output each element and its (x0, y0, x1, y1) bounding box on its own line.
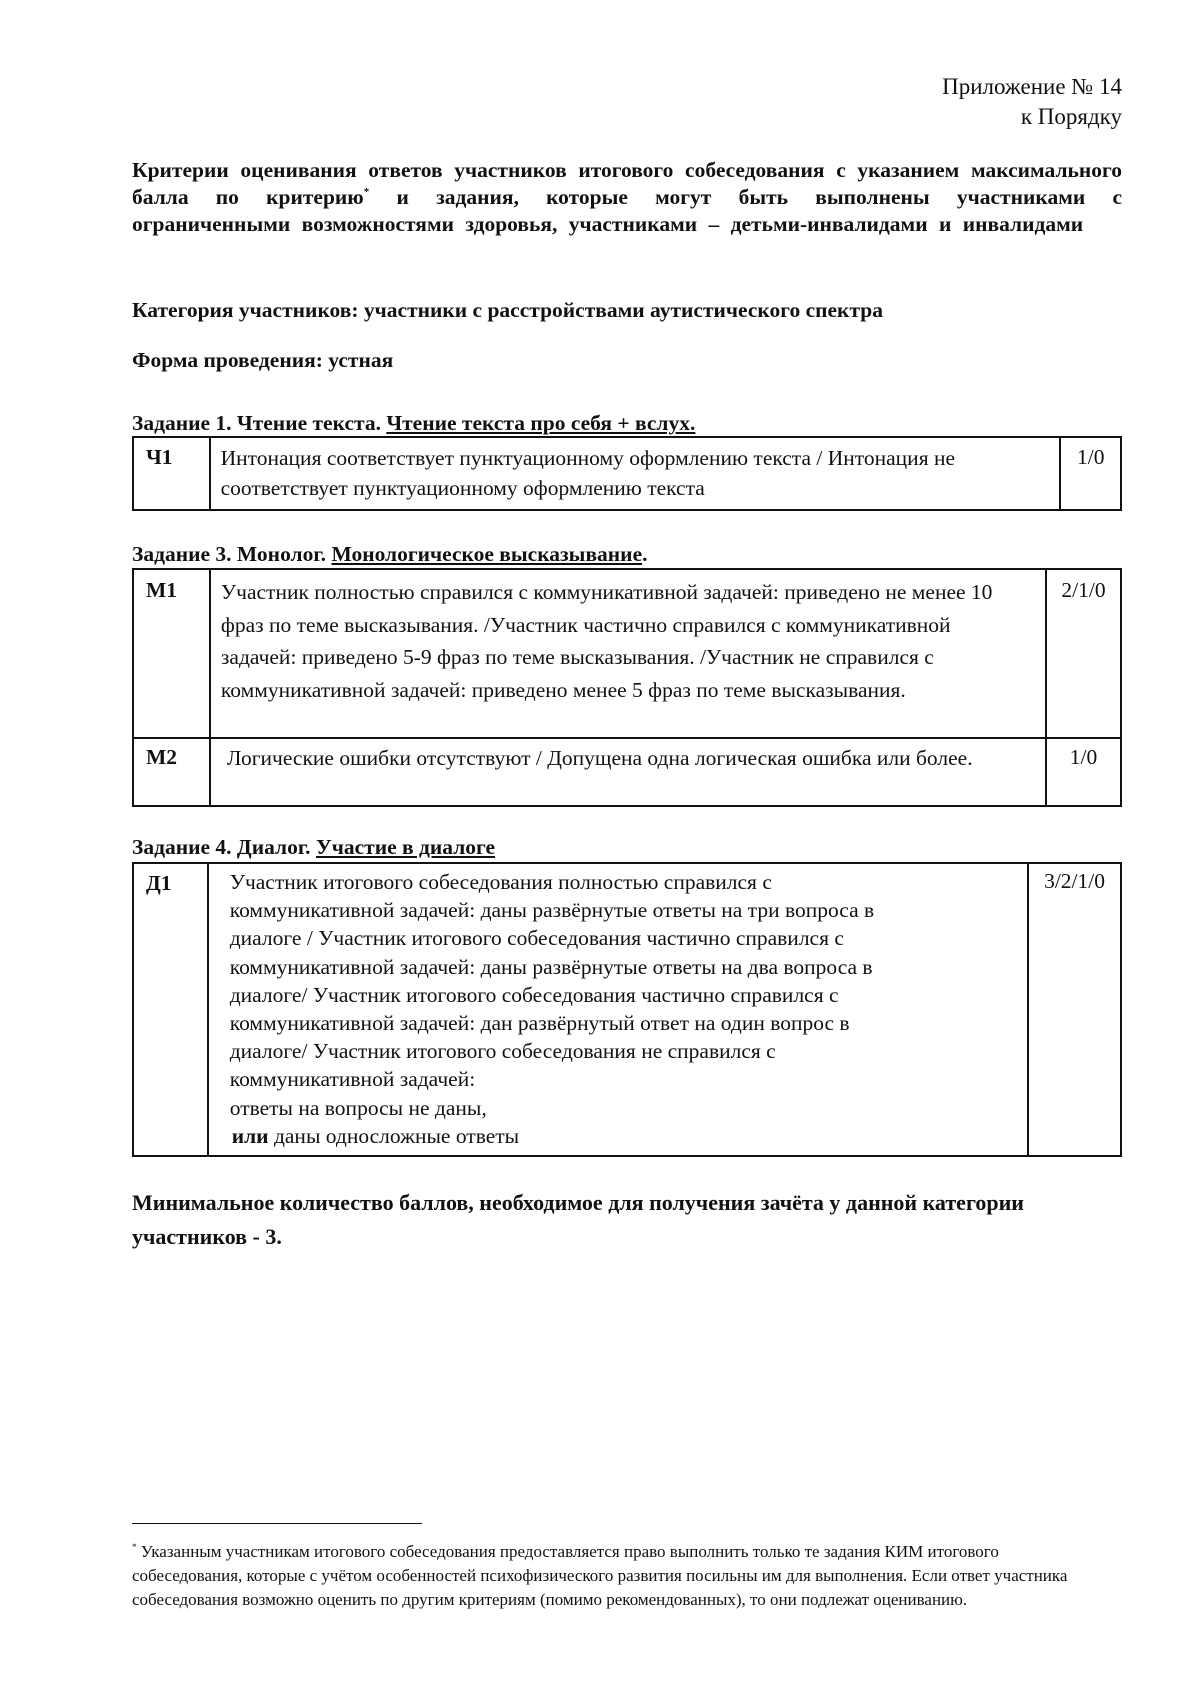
task-1-title: Задание 1. Чтение текста. (132, 411, 387, 435)
task-4-title: Задание 4. Диалог. (132, 835, 316, 859)
table-row (133, 738, 1121, 806)
participant-category: Категория участников: участники с расстройствами аутистического спектра (132, 298, 883, 322)
task-4-subtitle: Участие в диалоге (315, 835, 496, 859)
document-title (132, 157, 1122, 238)
criterion-code: Д1 (133, 863, 208, 1156)
criterion-line: коммуникативной задачей: даны развёрнутые ответы на два вопроса в (229, 954, 873, 979)
task-3-heading-end: . (642, 542, 648, 566)
table-row (133, 569, 1121, 738)
criterion-line: диалоге / Участник итогового собеседования частично справился с (229, 926, 844, 951)
task-3-criteria-table (132, 568, 1122, 807)
criterion-line: диалоге/ Участник итогового собеседования частично справился с (229, 982, 839, 1007)
criterion-text: Логические ошибки отсутствуют / Допущена одна логическая ошибка или более. (210, 738, 1046, 806)
criterion-line: коммуникативной задачей: (229, 1067, 476, 1092)
task-3-heading (132, 541, 648, 567)
task-1-heading (132, 410, 695, 436)
footnote (132, 1540, 1092, 1612)
appendix-number: Приложение № 14 (942, 74, 1122, 99)
criterion-score: 1/0 (1060, 437, 1121, 510)
criterion-line-rest: даны односложные ответы (268, 1123, 520, 1148)
criterion-line (230, 1122, 1027, 1150)
task-4-heading (132, 834, 495, 860)
title-footnote-mark: * (363, 186, 370, 198)
criterion-score: 2/1/0 (1046, 569, 1121, 738)
footnote-mark: * (132, 1542, 137, 1552)
criterion-line: коммуникативной задачей: дан развёрнутый ответ на один вопрос в (229, 1011, 850, 1036)
table-row (133, 863, 1121, 1156)
criterion-code: Ч1 (133, 437, 210, 510)
criterion-line: Участник итогового собеседования полностью справился с (229, 870, 772, 894)
appendix-reference: к Порядку (1020, 104, 1122, 129)
criterion-code: М2 (133, 738, 210, 806)
footnote-text: Указанным участникам итогового собеседования предоставляется право выполнить только те задания КИМ итогового собеседования, которые с учётом особенностей психофизического развития посильны им для выполнения. Если ответ участника собеседования возможно оценить по другим критериям (помимо рекомендованных), то они подлежат оцениванию. (132, 1542, 1068, 1609)
criterion-line: коммуникативной задачей: даны развёрнутые ответы на три вопроса в (229, 898, 875, 923)
appendix-label (942, 72, 1122, 132)
task-1-subtitle: Чтение текста про себя + вслух. (386, 411, 696, 435)
table-row (133, 437, 1121, 510)
task-4-criteria-table (132, 862, 1122, 1157)
criterion-code: М1 (133, 569, 210, 738)
criterion-or-keyword: или (231, 1123, 269, 1148)
criterion-line: ответы на вопросы не даны, (229, 1095, 487, 1120)
task-1-criteria-table (132, 436, 1122, 511)
criterion-score: 3/2/1/0 (1028, 863, 1121, 1156)
criterion-score: 1/0 (1046, 738, 1121, 806)
minimum-score-note: Минимальное количество баллов, необходимое для получения зачёта у данной категории участников - 3. (132, 1190, 1024, 1249)
exam-form: Форма проведения: устная (132, 348, 394, 372)
criterion-text: Интонация соответствует пунктуационному оформлению текста / Интонация не соответствует пунктуационному оформлению текста (210, 437, 1061, 510)
criterion-text (208, 863, 1028, 1156)
task-3-subtitle: Монологическое высказывание (331, 542, 643, 566)
task-3-title: Задание 3. Монолог. (132, 542, 332, 566)
footnote-divider (132, 1523, 422, 1524)
criterion-text: Участник полностью справился с коммуникативной задачей: приведено не менее 10 фраз по теме высказывания. /Участник частично справился с коммуникативной задачей: приведено 5-9 фраз по теме высказывания. /Участник не справился с коммуникативной задачей: приведено менее 5 фраз по теме высказывания. (210, 569, 1046, 738)
criterion-line: диалоге/ Участник итогового собеседования не справился с (229, 1039, 776, 1064)
title-part-1: Критерии оценивания ответов участников итогового собеседования с указанием максимального балла по критерию (132, 158, 1122, 209)
title-part-2: и задания, которые могут быть выполнены участниками с ограниченными возможностями здоровья, участниками – детьми-инвалидами и инвалидами (132, 185, 1122, 236)
